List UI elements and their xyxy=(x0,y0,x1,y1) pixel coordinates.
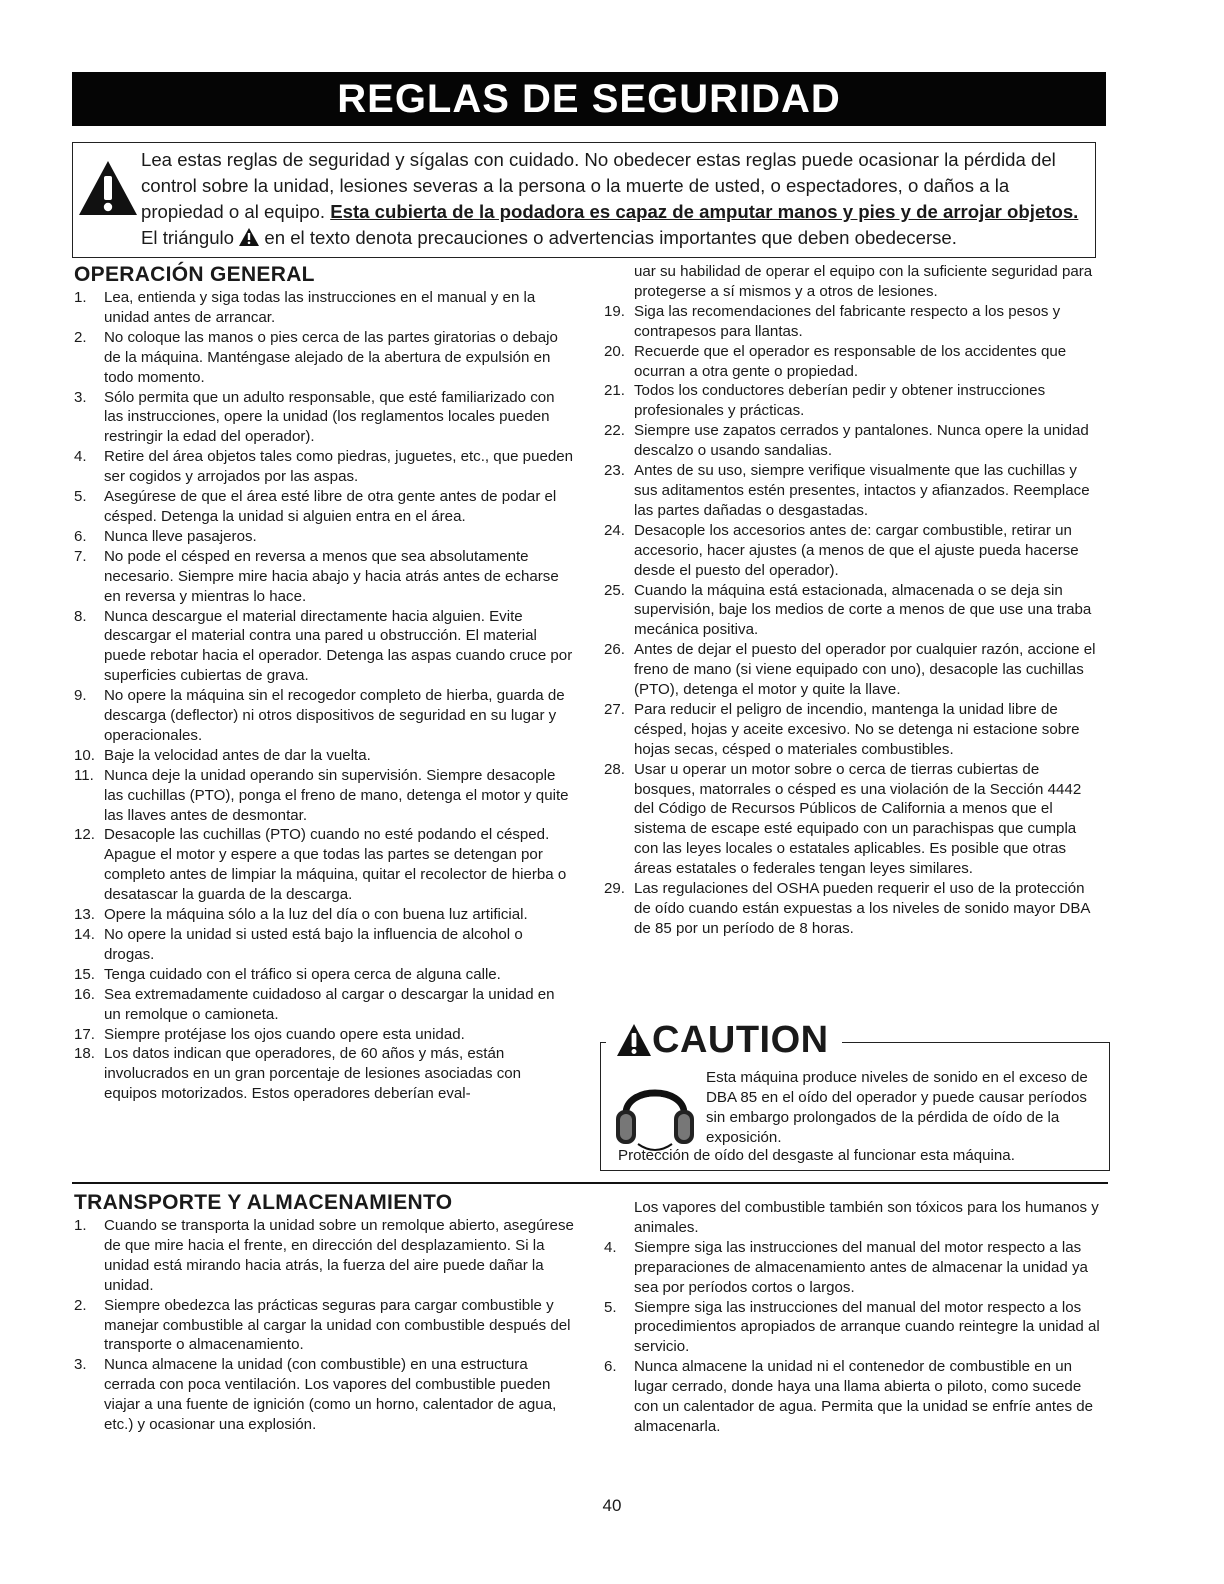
list-item xyxy=(74,746,574,766)
list-item-number: 1. xyxy=(74,289,87,306)
general-operation-left-column xyxy=(74,262,574,1104)
list-item-text: Nunca lleve pasajeros. xyxy=(104,527,257,545)
list-item xyxy=(604,760,1104,879)
list-item-number: 13. xyxy=(74,906,95,924)
list-item-text: Recuerde que el operador es responsable de los accidentes que ocurran a otra gente o propiedad. xyxy=(634,342,1067,380)
caution-box xyxy=(600,1019,1110,1172)
list-item-number: 15. xyxy=(74,965,95,983)
list-item-number: 19. xyxy=(604,302,625,320)
list-item-text: Desacople los accesorios antes de: cargar combustible, retirar un accesorio, hacer ajustes (a menos de que el ajuste pueda hacerse desde el puesto del operador). xyxy=(634,521,1079,579)
caution-message: Esta máquina produce niveles de sonido en el exceso de DBA 85 en el oído del operador y puede causar períodos sin embargo prolongados de la pérdida de oído de la exposición. xyxy=(706,1069,1088,1146)
intro-text xyxy=(141,147,1085,251)
list-item xyxy=(604,640,1104,700)
list-item xyxy=(74,547,574,607)
caution-word: CAUTION xyxy=(652,1019,829,1061)
list-item xyxy=(74,965,574,985)
list-item-number: 22. xyxy=(604,422,625,440)
list-item-text: Siempre siga las instrucciones del manual del motor respecto a los procedimientos apropiados de arranque cuando reintegre la unidad al servicio. xyxy=(634,1298,1100,1356)
list-item-text: No coloque las manos o pies cerca de las partes giratorias o debajo de la máquina. Manténgase alejado de la abertura de expulsión en todo momento. xyxy=(104,328,558,386)
intro-text-c: en el texto denota precauciones o advertencias importantes que deben obedecerse. xyxy=(259,227,957,248)
list-item xyxy=(74,288,574,328)
general-operation-list xyxy=(74,288,574,1104)
transport-left-column xyxy=(74,1190,574,1435)
caution-frame-top-left xyxy=(600,1042,606,1043)
page-title: REGLAS DE SEGURIDAD xyxy=(337,77,841,121)
list-item-text: Lea, entienda y siga todas las instrucciones en el manual y en la unidad antes de arrancar. xyxy=(104,289,536,326)
list-item-text: Siempre use zapatos cerrados y pantalones. Nunca opere la unidad descalzo o usando sandalias. xyxy=(634,422,1089,460)
list-item-text: Siempre protéjase los ojos cuando opere esta unidad. xyxy=(104,1025,465,1043)
list-item xyxy=(604,581,1104,641)
transport-heading: TRANSPORTE Y ALMACENAMIENTO xyxy=(74,1191,453,1214)
list-item xyxy=(74,1216,574,1296)
list-item-continuation: Los vapores del combustible también son tóxicos para los humanos y animales. xyxy=(634,1199,1099,1236)
list-item-number: 25. xyxy=(604,581,625,599)
list-item-number: 2. xyxy=(74,1296,87,1314)
list-item-number: 2. xyxy=(74,328,87,346)
list-item xyxy=(74,328,574,388)
list-item xyxy=(604,461,1104,521)
intro-text-b: El triángulo xyxy=(141,227,240,248)
page-banner xyxy=(72,72,1106,126)
caution-footer: Protección de oído del desgaste al funcionar esta máquina. xyxy=(618,1147,1015,1164)
caution-frame-top-right xyxy=(842,1042,1110,1043)
warning-triangle-icon xyxy=(77,159,139,217)
list-item-text: No opere la unidad si usted está bajo la influencia de alcohol o drogas. xyxy=(104,926,523,963)
list-item-number: 6. xyxy=(74,527,87,545)
list-item xyxy=(74,607,574,687)
list-item-number: 21. xyxy=(604,382,625,400)
list-item-continuation: uar su habilidad de operar el equipo con la suficiente seguridad para protegerse a sí mismos y a otros de lesiones. xyxy=(634,263,1093,300)
list-item-text: Cuando la máquina está estacionada, almacenada o se deja sin supervisión, baje los medios de corte a menos de que use una traba mecánica positiva. xyxy=(634,581,1092,639)
list-item-number: 23. xyxy=(604,462,625,480)
list-item-number: 16. xyxy=(74,985,95,1003)
intro-warning-box xyxy=(72,142,1096,258)
list-item-number: 9. xyxy=(74,687,87,705)
list-item xyxy=(74,686,574,746)
list-item-number: 28. xyxy=(604,760,625,778)
list-item-number: 8. xyxy=(74,607,87,625)
list-item xyxy=(604,302,1104,342)
list-item xyxy=(74,388,574,448)
list-item-number: 4. xyxy=(74,448,87,466)
list-item xyxy=(74,766,574,826)
list-item xyxy=(74,905,574,925)
list-item-number: 1. xyxy=(74,1217,87,1234)
list-item-number: 4. xyxy=(604,1238,617,1256)
list-item-text: Retire del área objetos tales como piedras, juguetes, etc., que pueden ser cogidos y arrojados por las aspas. xyxy=(104,448,574,486)
page-number: 40 xyxy=(602,1496,622,1515)
list-item-text: Opere la máquina sólo a la luz del día o con buena luz artificial. xyxy=(104,906,528,924)
list-item xyxy=(74,1025,574,1045)
list-item xyxy=(74,825,574,905)
list-item-number: 7. xyxy=(74,547,87,565)
list-item-text: Asegúrese de que el área esté libre de otra gente antes de podar el césped. Detenga la unidad si alguien entra en el área. xyxy=(104,488,557,525)
list-item xyxy=(74,487,574,527)
list-item-number: 3. xyxy=(74,1356,87,1374)
list-item-text: No pode el césped en reversa a menos que sea absolutamente necesario. Siempre mire hacia abajo y hacia atrás antes de echarse en reversa y mientras lo hace. xyxy=(104,547,559,605)
list-item-number: 10. xyxy=(74,746,95,764)
list-item xyxy=(604,1298,1104,1358)
inline-warning-triangle-icon xyxy=(239,228,259,246)
list-item-number: 6. xyxy=(604,1358,617,1376)
list-item xyxy=(604,421,1104,461)
list-item-text: Cuando se transporta la unidad sobre un remolque abierto, asegúrese de que mire hacia el frente, en dirección del desplazamiento. Si la unidad está mirando hacia atrás, la fuerza del aire puede dañar la unidad. xyxy=(104,1217,574,1294)
list-item-text: Siempre obedezca las prácticas seguras para cargar combustible y manejar combustible al cargar la unidad con combustible después del transporte o almacenamiento. xyxy=(104,1296,571,1354)
list-item xyxy=(74,925,574,965)
list-item xyxy=(604,521,1104,581)
list-item xyxy=(604,1357,1104,1437)
list-item-number: 18. xyxy=(74,1045,95,1063)
list-item-number: 26. xyxy=(604,641,625,659)
list-item-text: Desacople las cuchillas (PTO) cuando no esté podando el césped. Apague el motor y espere a que todas las partes se detengan por completo antes de limpiar la máquina, quitar el recolector de hierba o desatascar la guarda de la descarga. xyxy=(104,826,567,904)
list-item-number: 14. xyxy=(74,926,95,943)
list-item-text: Sea extremadamente cuidadoso al cargar o descargar la unidad en un remolque o camioneta. xyxy=(104,985,555,1023)
list-item-text: Antes de dejar el puesto del operador por cualquier razón, accione el freno de mano (si viene equipado con uno), desacople las cuchillas (PTO), detenga el motor y quite la llave. xyxy=(634,641,1096,699)
list-item-number: 24. xyxy=(604,521,625,539)
list-item-number: 5. xyxy=(74,488,87,506)
transport-list-continued xyxy=(604,1238,1104,1437)
intro-bold-warning: Esta cubierta de la podadora es capaz de amputar manos y pies y de arrojar objetos. xyxy=(330,201,1079,222)
list-item-text: Antes de su uso, siempre verifique visualmente que las cuchillas y sus aditamentos estén presentes, intactos y afianzados. Reemplace las partes dañadas o desgastadas. xyxy=(634,462,1090,519)
list-item-text: Nunca almacene la unidad ni el contenedor de combustible en un lugar cerrado, donde haya una llama abierta o piloto, como sucede con un calentador de agua. Permita que la unidad se enfríe antes de almacenarla. xyxy=(634,1358,1094,1435)
list-item xyxy=(74,1296,574,1356)
general-operation-list-continued xyxy=(604,302,1104,939)
list-item xyxy=(604,1238,1104,1298)
list-item-text: Usar u operar un motor sobre o cerca de tierras cubiertas de bosques, matorrales o césped es una violación de la Sección 4442 del Código de Recursos Públicos de California a menos que el sistema de escape esté equipado con un parachispas que cumpla con las leyes locales o estatales aplicables. Es posible que otras áreas estatales o federales tengan leyes similares. xyxy=(634,760,1082,878)
list-item-number: 5. xyxy=(604,1298,617,1316)
list-item-number: 20. xyxy=(604,342,625,360)
list-item xyxy=(74,985,574,1025)
list-item-text: Baje la velocidad antes de dar la vuelta. xyxy=(104,746,371,764)
hearing-protection-icon xyxy=(612,1074,698,1156)
transport-right-column xyxy=(604,1198,1104,1437)
list-item-text: Sólo permita que un adulto responsable, que esté familiarizado con las instrucciones, opere la unidad (los reglamentos locales pueden restringir la edad del operador). xyxy=(104,388,555,446)
general-operation-right-column xyxy=(604,262,1104,939)
list-item-number: 27. xyxy=(604,700,625,718)
caution-triangle-icon xyxy=(616,1023,652,1057)
list-item xyxy=(604,700,1104,760)
list-item-number: 3. xyxy=(74,388,87,406)
list-item-text: Para reducir el peligro de incendio, mantenga la unidad libre de césped, hojas y aceite excesivo. No se detenga ni estacione sobre hojas secas, césped o materiales combustibles. xyxy=(634,700,1080,758)
list-item-number: 11. xyxy=(74,766,94,784)
list-item-text: Las regulaciones del OSHA pueden requerir el uso de la protección de oído cuando están expuestas a los niveles de sonido mayor DBA de 85 por un período de 8 horas. xyxy=(634,880,1090,937)
list-item xyxy=(604,381,1104,421)
list-item-number: 17. xyxy=(74,1025,95,1043)
list-item-text: Tenga cuidado con el tráfico si opera cerca de alguna calle. xyxy=(104,965,501,983)
section-divider xyxy=(72,1182,1108,1184)
list-item-text: Siempre siga las instrucciones del manual del motor respecto a las preparaciones de almacenamiento antes de almacenar la unidad ya sea por períodos cortos o largos. xyxy=(634,1238,1088,1296)
caution-header xyxy=(610,1018,835,1062)
list-item xyxy=(74,527,574,547)
list-item xyxy=(604,879,1104,939)
list-item xyxy=(604,342,1104,382)
list-item xyxy=(74,1044,574,1104)
list-item xyxy=(74,1355,574,1435)
list-item-text: Siga las recomendaciones del fabricante respecto a los pesos y contrapesos para llantas. xyxy=(634,302,1061,340)
list-item xyxy=(74,447,574,487)
list-item-text: No opere la máquina sin el recogedor completo de hierba, guarda de descarga (deflector) ni otros dispositivos de seguridad en su lugar y operacionales. xyxy=(104,687,565,744)
list-item-text: Nunca deje la unidad operando sin supervisión. Siempre desacople las cuchillas (PTO), ponga el freno de mano, detenga el motor y quite las llaves antes de desmontar. xyxy=(104,766,569,824)
transport-list xyxy=(74,1216,574,1435)
list-item-text: Nunca descargue el material directamente hacia alguien. Evite descargar el material contra una pared u obstrucción. El material puede rebotar hacia el operador. Detenga las aspas cuando cruce por superficies cubiertas de grava. xyxy=(104,607,573,685)
list-item-text: Los datos indican que operadores, de 60 años y más, están involucrados en un gran porcentaje de lesiones asociadas con equipos motorizados. Estos operadores deberían eval- xyxy=(104,1045,522,1103)
general-operation-heading: OPERACIÓN GENERAL xyxy=(74,263,315,286)
list-item-text: Nunca almacene la unidad (con combustible) en una estructura cerrada con poca ventilación. Los vapores del combustible pueden viajar a una fuente de ignición (como un horno, calentador de agua, etc.) y ocasionar una explosión. xyxy=(104,1356,557,1434)
list-item-text: Todos los conductores deberían pedir y obtener instrucciones profesionales y prácticas. xyxy=(634,382,1046,420)
intro-text-a: Lea estas reglas de seguridad y sígalas con cuidado. No obedecer estas reglas puede ocasionar la pérdida del control sobre la unidad, lesiones severas a la persona o la muerte de usted, o espectadores, o daños a la propiedad o al equipo. xyxy=(141,149,1056,222)
list-item-number: 29. xyxy=(604,880,625,898)
list-item-number: 12. xyxy=(74,826,95,844)
